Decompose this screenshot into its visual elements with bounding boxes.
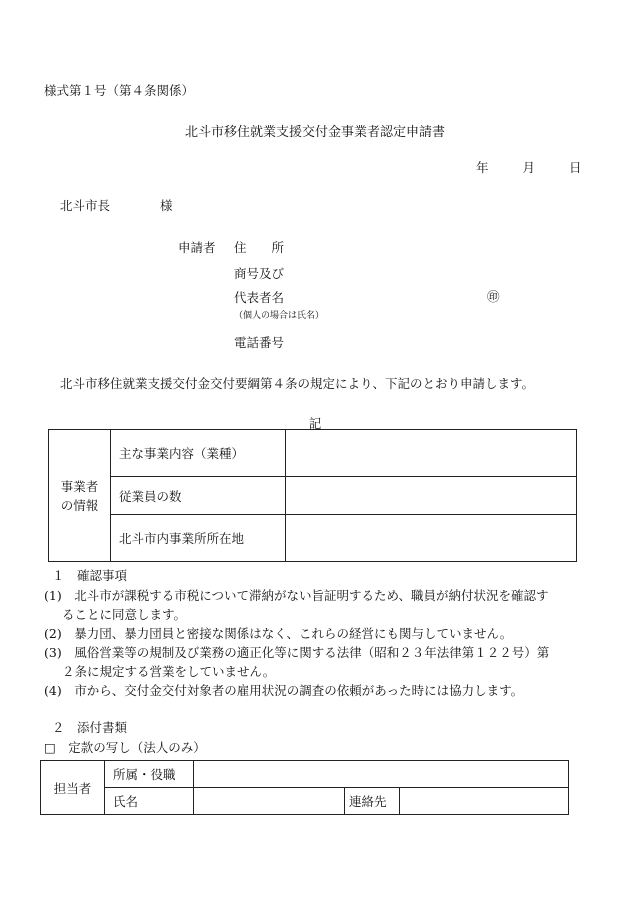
name-label: 氏名	[105, 788, 194, 815]
business-content-label: 主な事業内容（業種）	[111, 430, 286, 477]
addressee-name: 北斗市長	[60, 198, 111, 213]
section1-heading: １ 確認事項	[52, 568, 128, 583]
date-day: 日	[569, 160, 582, 175]
applicant-representative-label: 代表者名	[234, 290, 285, 305]
contact-table	[40, 760, 569, 815]
addressee-honorific: 様	[160, 198, 173, 213]
date-month: 月	[522, 160, 536, 175]
confirm-item-2: (2) 暴力団、暴力団員と密接な関係はなく、これらの経営にも関与していません。	[44, 626, 513, 641]
applicant-label: 申請者	[178, 240, 216, 255]
applicant-individual-note: （個人の場合は氏名）	[234, 311, 325, 321]
seal-mark: ㊞	[487, 289, 500, 304]
applicant-trade-name-label: 商号及び	[234, 266, 285, 281]
date-year: 年	[476, 160, 489, 175]
contact-group-label: 担当者	[41, 761, 105, 815]
name-field[interactable]	[194, 788, 345, 815]
application-statement: 北斗市移住就業支援交付金交付要綱第４条の規定により、下記のとおり申請します。	[60, 376, 535, 391]
form-number: 様式第１号（第４条関係）	[44, 83, 195, 98]
page-title: 北斗市移住就業支援交付金事業者認定申請書	[184, 125, 445, 140]
business-group-label	[49, 430, 111, 562]
confirm-item-3: (3) 風俗営業等の規制及び業務の適正化等に関する法律（昭和２３年法律第１２２号）第	[44, 645, 550, 660]
articles-checkbox-item[interactable]: □ 定款の写し（法人のみ）	[44, 740, 206, 755]
dept-label: 所属・役職	[105, 761, 194, 788]
ki-heading: 記	[308, 416, 322, 431]
office-location-field[interactable]	[286, 515, 577, 562]
confirm-item-1: (1) 北斗市が課税する市税について滞納がない旨証明するため、職員が納付状況を確認す	[44, 588, 549, 603]
confirm-item-4: (4) 市から、交付金交付対象者の雇用状況の調査の依頼があった時には協力します。	[44, 683, 524, 698]
business-group-line2: の情報	[60, 497, 99, 513]
business-info-table	[48, 429, 577, 562]
dept-field[interactable]	[194, 761, 569, 788]
contact-label: 連絡先	[345, 788, 400, 815]
contact-field[interactable]	[400, 788, 569, 815]
section2-heading: ２ 添付書類	[52, 720, 128, 735]
applicant-phone-label: 電話番号	[234, 335, 285, 350]
applicant-address-label: 住 所	[234, 240, 285, 255]
business-group-line1: 事業者	[60, 478, 99, 494]
office-location-label: 北斗市内事業所所在地	[111, 515, 286, 562]
business-content-field[interactable]	[286, 430, 577, 477]
employee-count-field[interactable]	[286, 477, 577, 515]
employee-count-label: 従業員の数	[111, 477, 286, 515]
date-line	[476, 158, 582, 176]
confirm-item-1-cont: ることに同意します。	[62, 607, 187, 622]
confirm-item-3-cont: ２条に規定する営業をしていません。	[62, 664, 276, 679]
addressee	[60, 196, 173, 214]
